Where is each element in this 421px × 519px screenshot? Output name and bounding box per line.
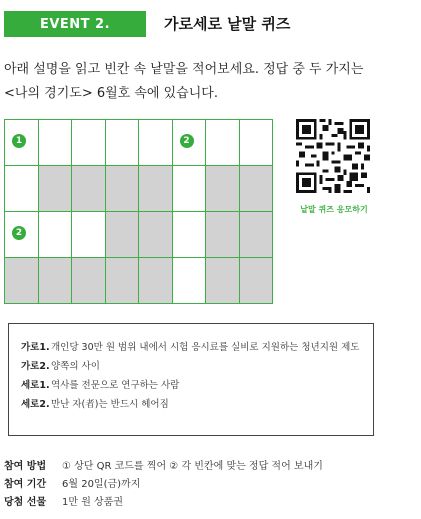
- crossword-cell[interactable]: [139, 120, 173, 166]
- blocked-cell: [5, 258, 39, 304]
- info-value: 1만 원 상품권: [62, 497, 124, 508]
- info-row: [4, 494, 414, 512]
- clue-key: 가로2.: [21, 361, 50, 372]
- blocked-cell: [139, 258, 173, 304]
- qr-code-image[interactable]: [296, 119, 370, 193]
- crossword-cell[interactable]: [5, 120, 39, 166]
- blocked-cell: [240, 258, 274, 304]
- crossword-cell[interactable]: [72, 212, 106, 258]
- blocked-cell: [139, 212, 173, 258]
- blocked-cell: [106, 166, 140, 212]
- clue-number-marker: 2: [180, 134, 194, 148]
- clue-item: [21, 338, 361, 357]
- crossword-cell[interactable]: [173, 258, 207, 304]
- blocked-cell: [240, 212, 274, 258]
- crossword-cell[interactable]: [173, 166, 207, 212]
- blocked-cell: [240, 166, 274, 212]
- event-badge: EVENT 2.: [4, 11, 146, 37]
- blocked-cell: [206, 258, 240, 304]
- clue-item: [21, 357, 361, 376]
- event-title: 가로세로 낱말 퀴즈: [164, 15, 291, 33]
- clue-text: 양쪽의 사이: [51, 361, 100, 372]
- qr-finder-pattern: [296, 172, 317, 193]
- crossword-cell[interactable]: [5, 212, 39, 258]
- blocked-cell: [206, 212, 240, 258]
- crossword-cell[interactable]: [39, 212, 73, 258]
- clue-key: 세로1.: [21, 380, 50, 391]
- blocked-cell: [39, 166, 73, 212]
- clue-item: [21, 395, 361, 414]
- qr-caption-link[interactable]: 낱말 퀴즈 응모하기: [300, 205, 368, 214]
- qr-finder-pattern: [296, 119, 317, 140]
- crossword-cell[interactable]: [240, 120, 274, 166]
- crossword-cell[interactable]: [106, 120, 140, 166]
- info-value: ① 상단 QR 코드를 찍어 ② 각 빈칸에 맞는 정답 적어 보내기: [62, 461, 323, 472]
- info-key: 참여 기간: [4, 479, 47, 490]
- info-key: 참여 방법: [4, 461, 47, 472]
- clue-text: 만난 자(者)는 반드시 헤어짐: [51, 399, 169, 410]
- crossword-cell[interactable]: [173, 212, 207, 258]
- crossword-cell[interactable]: [5, 166, 39, 212]
- info-value: 6월 20일(금)까지: [62, 479, 141, 490]
- crossword-cell[interactable]: [173, 120, 207, 166]
- participation-info: [4, 458, 414, 512]
- blocked-cell: [106, 212, 140, 258]
- description-line-1: 아래 설명을 읽고 빈칸 속 낱말을 적어보세요. 정답 중 두 가지는: [4, 62, 364, 77]
- blocked-cell: [72, 166, 106, 212]
- clue-number-marker: 1: [12, 134, 26, 148]
- clue-key: 가로1.: [21, 342, 50, 353]
- clues-box: [8, 323, 374, 436]
- blocked-cell: [206, 166, 240, 212]
- crossword-grid: [4, 119, 273, 304]
- clue-item: [21, 376, 361, 395]
- blocked-cell: [72, 258, 106, 304]
- clue-key: 세로2.: [21, 399, 50, 410]
- crossword-cell[interactable]: [39, 120, 73, 166]
- clue-number-marker: 2: [12, 226, 26, 240]
- info-row: [4, 476, 414, 494]
- info-row: [4, 458, 414, 476]
- clue-text: 역사를 전문으로 연구하는 사람: [51, 380, 180, 391]
- clue-text: 개인당 30만 원 범위 내에서 시험 응시료를 실비로 지원하는 청년지원 제도: [51, 342, 360, 353]
- description-line-2: <나의 경기도> 6월호 속에 있습니다.: [4, 86, 218, 101]
- blocked-cell: [106, 258, 140, 304]
- description: [4, 58, 414, 106]
- blocked-cell: [139, 166, 173, 212]
- blocked-cell: [39, 258, 73, 304]
- crossword-cell[interactable]: [206, 120, 240, 166]
- crossword-cell[interactable]: [72, 120, 106, 166]
- qr-finder-pattern: [349, 119, 370, 140]
- info-key: 당첨 선물: [4, 497, 47, 508]
